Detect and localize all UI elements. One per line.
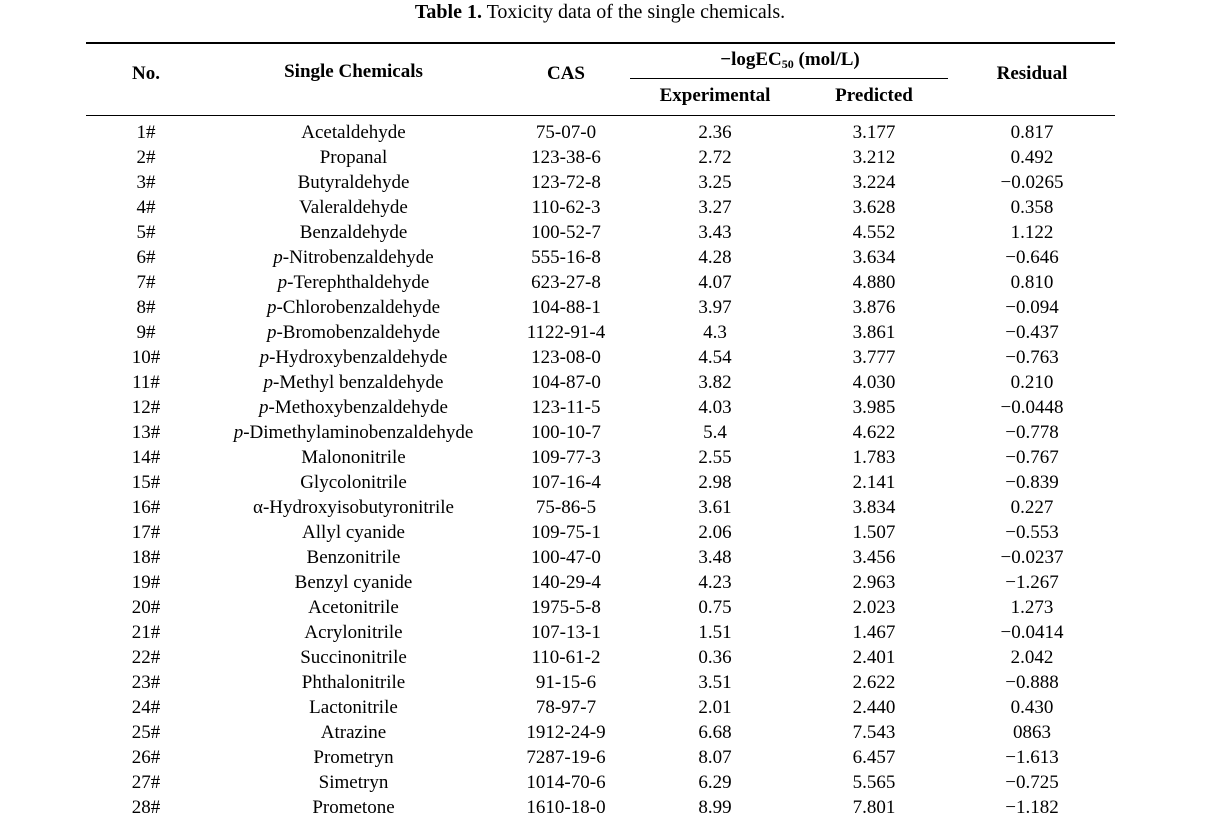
predicted-value: 2.622 (852, 672, 896, 693)
chemical-name-text: -Nitrobenzaldehyde (282, 247, 434, 268)
caption-label: Table 1. (414, 1, 482, 23)
experimental-value: 0.75 (698, 597, 732, 618)
chemical-name (206, 145, 501, 170)
residual-value: −1.613 (1005, 747, 1059, 768)
chemical-name-prefix: p (266, 297, 277, 318)
predicted-value: 3.177 (852, 122, 896, 143)
residual-value: 0.810 (1010, 272, 1054, 293)
row-number: 21# (131, 622, 161, 643)
table-row (86, 570, 1115, 595)
cas-number: 1014-70-6 (526, 772, 606, 793)
cas-number: 140-29-4 (531, 572, 601, 593)
predicted-value: 3.456 (852, 547, 896, 568)
row-number: 16# (131, 497, 161, 518)
table-row (86, 520, 1115, 545)
chemical-name-text: -Hydroxybenzaldehyde (269, 347, 448, 368)
chemical-name (206, 170, 501, 195)
residual-value: 0863 (1013, 722, 1051, 743)
chemical-name (206, 345, 501, 370)
cas-number: 110-61-2 (531, 647, 601, 668)
predicted-value: 4.030 (852, 372, 896, 393)
chemical-name (206, 520, 501, 545)
chemical-name (206, 795, 501, 820)
predicted-value: 3.212 (852, 147, 896, 168)
chemical-name-text: Succinonitrile (300, 647, 407, 668)
residual-value: −0.763 (1005, 347, 1059, 368)
chemical-name (206, 645, 501, 670)
experimental-value: 2.01 (698, 697, 732, 718)
residual-value: 0.227 (1010, 497, 1054, 518)
cas-number: 107-13-1 (531, 622, 601, 643)
predicted-value: 3.224 (852, 172, 896, 193)
chemical-name (206, 695, 501, 720)
chemical-name (206, 770, 501, 795)
residual-value: −1.182 (1005, 797, 1059, 818)
chemical-name-text: Benzonitrile (306, 547, 401, 568)
chemical-name-text: Prometryn (313, 747, 394, 768)
chemical-name-prefix: p (233, 422, 244, 443)
chemical-name (206, 545, 501, 570)
predicted-value: 4.552 (852, 222, 896, 243)
residual-value: −0.646 (1005, 247, 1059, 268)
table-row (86, 270, 1115, 295)
row-number: 26# (131, 747, 161, 768)
residual-value: −0.553 (1005, 522, 1059, 543)
chemical-name (206, 270, 501, 295)
row-number: 4# (136, 197, 156, 218)
chemical-name-prefix: p (259, 347, 270, 368)
table-row (86, 295, 1115, 320)
chemical-name-text: Acrylonitrile (304, 622, 403, 643)
table-row (86, 495, 1115, 520)
table-row (86, 545, 1115, 570)
row-number: 25# (131, 722, 161, 743)
cas-number: 123-11-5 (531, 397, 601, 418)
cas-number: 107-16-4 (531, 472, 601, 493)
chemical-name (206, 720, 501, 745)
table-row (86, 770, 1115, 795)
chemical-name (206, 620, 501, 645)
residual-value: 0.210 (1010, 372, 1054, 393)
experimental-value: 3.82 (698, 372, 732, 393)
cas-number: 1122-91-4 (526, 322, 606, 343)
experimental-value: 0.36 (698, 647, 732, 668)
chemical-name-text: Malononitrile (301, 447, 406, 468)
row-number: 28# (131, 797, 161, 818)
top-rule (86, 42, 1115, 44)
residual-value: −0.437 (1005, 322, 1059, 343)
residual-value: −0.094 (1005, 297, 1059, 318)
chemical-name (206, 495, 501, 520)
chemical-name-text: Benzaldehyde (299, 222, 408, 243)
residual-value: 2.042 (1010, 647, 1054, 668)
chemical-name-prefix: p (277, 272, 288, 293)
chemical-name-text: Allyl cyanide (302, 522, 405, 543)
chemical-name (206, 295, 501, 320)
row-number: 7# (136, 272, 156, 293)
residual-value: 1.122 (1010, 222, 1054, 243)
table-row (86, 320, 1115, 345)
chemical-name-text: Lactonitrile (309, 697, 398, 718)
header-residual: Residual (996, 63, 1068, 84)
chemical-name (206, 120, 501, 145)
experimental-value: 2.06 (698, 522, 732, 543)
experimental-value: 2.55 (698, 447, 732, 468)
table-row (86, 245, 1115, 270)
chemical-name (206, 470, 501, 495)
chemical-name (206, 320, 501, 345)
header-logec50-prefix: −logEC (720, 49, 782, 70)
row-number: 12# (131, 397, 161, 418)
table-row (86, 595, 1115, 620)
table-row (86, 795, 1115, 820)
row-number: 23# (131, 672, 161, 693)
experimental-value: 5.4 (703, 422, 727, 443)
experimental-value: 4.3 (703, 322, 727, 343)
row-number: 18# (131, 547, 161, 568)
residual-value: 1.273 (1010, 597, 1054, 618)
cas-number: 123-38-6 (531, 147, 601, 168)
predicted-value: 5.565 (852, 772, 896, 793)
residual-value: 0.492 (1010, 147, 1054, 168)
row-number: 27# (131, 772, 161, 793)
cas-number: 104-87-0 (531, 372, 601, 393)
predicted-value: 2.141 (852, 472, 896, 493)
cas-number: 555-16-8 (531, 247, 601, 268)
cas-number: 75-86-5 (535, 497, 597, 518)
residual-value: −0.767 (1005, 447, 1059, 468)
chemical-name-text: Acetaldehyde (301, 122, 406, 143)
header-predicted: Predicted (835, 85, 913, 106)
predicted-value: 2.440 (852, 697, 896, 718)
experimental-value: 3.43 (698, 222, 732, 243)
chemical-name-prefix: p (273, 247, 283, 268)
chemical-name (206, 570, 501, 595)
predicted-value: 2.963 (852, 572, 896, 593)
cas-number: 109-75-1 (531, 522, 601, 543)
caption-text: Toxicity data of the single chemicals. (481, 1, 786, 23)
chemical-name-text: Atrazine (320, 722, 387, 743)
header-logec50-sub: 50 (781, 57, 794, 71)
row-number: 11# (132, 372, 160, 393)
row-number: 15# (131, 472, 161, 493)
experimental-value: 4.07 (698, 272, 732, 293)
experimental-value: 3.25 (698, 172, 732, 193)
experimental-value: 4.23 (698, 572, 732, 593)
residual-value: 0.358 (1010, 197, 1054, 218)
row-number: 6# (136, 247, 156, 268)
chemical-name-prefix: p (266, 322, 277, 343)
experimental-value: 8.07 (698, 747, 732, 768)
experimental-value: 4.28 (698, 247, 732, 268)
experimental-value: 2.36 (698, 122, 732, 143)
header-no: No. (132, 63, 160, 84)
residual-value: 0.817 (1010, 122, 1054, 143)
chemical-name-text: Butyraldehyde (297, 172, 410, 193)
table-row (86, 670, 1115, 695)
header-cas: CAS (546, 63, 585, 84)
table-row (86, 220, 1115, 245)
cas-number: 1912-24-9 (526, 722, 606, 743)
table-row (86, 370, 1115, 395)
residual-value: −0.0237 (1000, 547, 1064, 568)
table-caption (0, 0, 1200, 24)
experimental-value: 3.51 (698, 672, 732, 693)
row-number: 20# (131, 597, 161, 618)
cas-number: 1975-5-8 (531, 597, 601, 618)
chemical-name-text: -Terephthaldehyde (287, 272, 430, 293)
predicted-value: 3.634 (852, 247, 896, 268)
chemical-name (206, 445, 501, 470)
residual-value: 0.430 (1010, 697, 1054, 718)
residual-value: −0.839 (1005, 472, 1059, 493)
cas-number: 623-27-8 (531, 272, 601, 293)
predicted-value: 3.861 (852, 322, 896, 343)
predicted-value: 7.801 (852, 797, 896, 818)
chemical-name-text: Acetonitrile (308, 597, 399, 618)
cas-number: 100-52-7 (531, 222, 601, 243)
row-number: 5# (136, 222, 156, 243)
table-row (86, 720, 1115, 745)
row-number: 19# (131, 572, 161, 593)
chemical-name (206, 220, 501, 245)
header-single-chemicals: Single Chemicals (284, 61, 423, 82)
chemical-name-text: -Methoxybenzaldehyde (268, 397, 448, 418)
predicted-value: 1.467 (852, 622, 896, 643)
row-number: 8# (136, 297, 156, 318)
table-row (86, 120, 1115, 145)
chemical-name-text: -Dimethylaminobenzaldehyde (243, 422, 474, 443)
chemical-name (206, 245, 501, 270)
predicted-value: 3.777 (852, 347, 896, 368)
experimental-value: 4.03 (698, 397, 732, 418)
table-row (86, 620, 1115, 645)
chemical-name (206, 670, 501, 695)
residual-value: −0.0414 (1000, 622, 1064, 643)
table-body (86, 120, 1115, 820)
chemical-name-text: -Methyl benzaldehyde (273, 372, 444, 393)
table-row (86, 145, 1115, 170)
row-number: 2# (136, 147, 156, 168)
cas-number: 123-72-8 (531, 172, 601, 193)
cas-number: 1610-18-0 (526, 797, 606, 818)
chemical-name-text: -Bromobenzaldehyde (276, 322, 441, 343)
experimental-value: 2.72 (698, 147, 732, 168)
row-number: 13# (131, 422, 161, 443)
cas-number: 75-07-0 (535, 122, 597, 143)
residual-value: −0.0265 (1000, 172, 1064, 193)
chemical-name-text: Propanal (319, 147, 388, 168)
predicted-value: 2.023 (852, 597, 896, 618)
chemical-name (206, 395, 501, 420)
row-number: 22# (131, 647, 161, 668)
chemical-name-text: Glycolonitrile (300, 472, 407, 493)
chemical-name-text: Phthalonitrile (301, 672, 406, 693)
experimental-value: 3.61 (698, 497, 732, 518)
row-number: 14# (131, 447, 161, 468)
toxicity-table (86, 120, 1115, 820)
chemical-name (206, 595, 501, 620)
experimental-value: 8.99 (698, 797, 732, 818)
predicted-value: 3.628 (852, 197, 896, 218)
cas-number: 123-08-0 (531, 347, 601, 368)
table-row (86, 470, 1115, 495)
row-number: 9# (136, 322, 156, 343)
predicted-value: 3.985 (852, 397, 896, 418)
table-row (86, 395, 1115, 420)
experimental-value: 3.48 (698, 547, 732, 568)
row-number: 1# (136, 122, 156, 143)
table-row (86, 695, 1115, 720)
experimental-value: 3.27 (698, 197, 732, 218)
predicted-value: 4.880 (852, 272, 896, 293)
chemical-name (206, 195, 501, 220)
row-number: 3# (136, 172, 156, 193)
chemical-name-text: α-Hydroxyisobutyronitrile (253, 497, 454, 518)
residual-value: −0.778 (1005, 422, 1059, 443)
experimental-value: 3.97 (698, 297, 732, 318)
header-experimental: Experimental (659, 85, 771, 106)
table-row (86, 645, 1115, 670)
chemical-name-text: -Chlorobenzaldehyde (276, 297, 441, 318)
experimental-value: 6.68 (698, 722, 732, 743)
predicted-value: 4.622 (852, 422, 896, 443)
predicted-value: 2.401 (852, 647, 896, 668)
cas-number: 91-15-6 (535, 672, 597, 693)
predicted-value: 1.783 (852, 447, 896, 468)
cas-number: 104-88-1 (531, 297, 601, 318)
header-logec50 (631, 49, 949, 75)
experimental-value: 2.98 (698, 472, 732, 493)
predicted-value: 7.543 (852, 722, 896, 743)
experimental-value: 6.29 (698, 772, 732, 793)
predicted-value: 1.507 (852, 522, 896, 543)
chemical-name-text: Simetryn (318, 772, 389, 793)
cas-number: 100-47-0 (531, 547, 601, 568)
chemical-name-prefix: p (263, 372, 274, 393)
predicted-value: 3.834 (852, 497, 896, 518)
table-row (86, 745, 1115, 770)
chemical-name-text: Benzyl cyanide (294, 572, 413, 593)
chemical-name (206, 370, 501, 395)
residual-value: −0.725 (1005, 772, 1059, 793)
cas-number: 109-77-3 (531, 447, 601, 468)
row-number: 24# (131, 697, 161, 718)
chemical-name-text: Prometone (312, 797, 395, 818)
table-row (86, 345, 1115, 370)
row-number: 10# (131, 347, 161, 368)
residual-value: −1.267 (1005, 572, 1059, 593)
cas-number: 7287-19-6 (526, 747, 606, 768)
experimental-value: 4.54 (698, 347, 732, 368)
row-number: 17# (131, 522, 161, 543)
table-row (86, 195, 1115, 220)
cas-number: 110-62-3 (531, 197, 601, 218)
table-row (86, 445, 1115, 470)
header-rule (86, 115, 1115, 116)
cas-number: 78-97-7 (535, 697, 597, 718)
residual-value: −0.888 (1005, 672, 1059, 693)
group-rule (630, 78, 948, 79)
chemical-name-prefix: p (259, 397, 269, 418)
chemical-name-text: Valeraldehyde (299, 197, 408, 218)
table-row (86, 170, 1115, 195)
experimental-value: 1.51 (698, 622, 732, 643)
header-logec50-suffix: (mol/L) (793, 49, 860, 70)
chemical-name (206, 420, 501, 445)
predicted-value: 6.457 (852, 747, 896, 768)
table-row (86, 420, 1115, 445)
predicted-value: 3.876 (852, 297, 896, 318)
residual-value: −0.0448 (1000, 397, 1064, 418)
chemical-name (206, 745, 501, 770)
cas-number: 100-10-7 (531, 422, 601, 443)
